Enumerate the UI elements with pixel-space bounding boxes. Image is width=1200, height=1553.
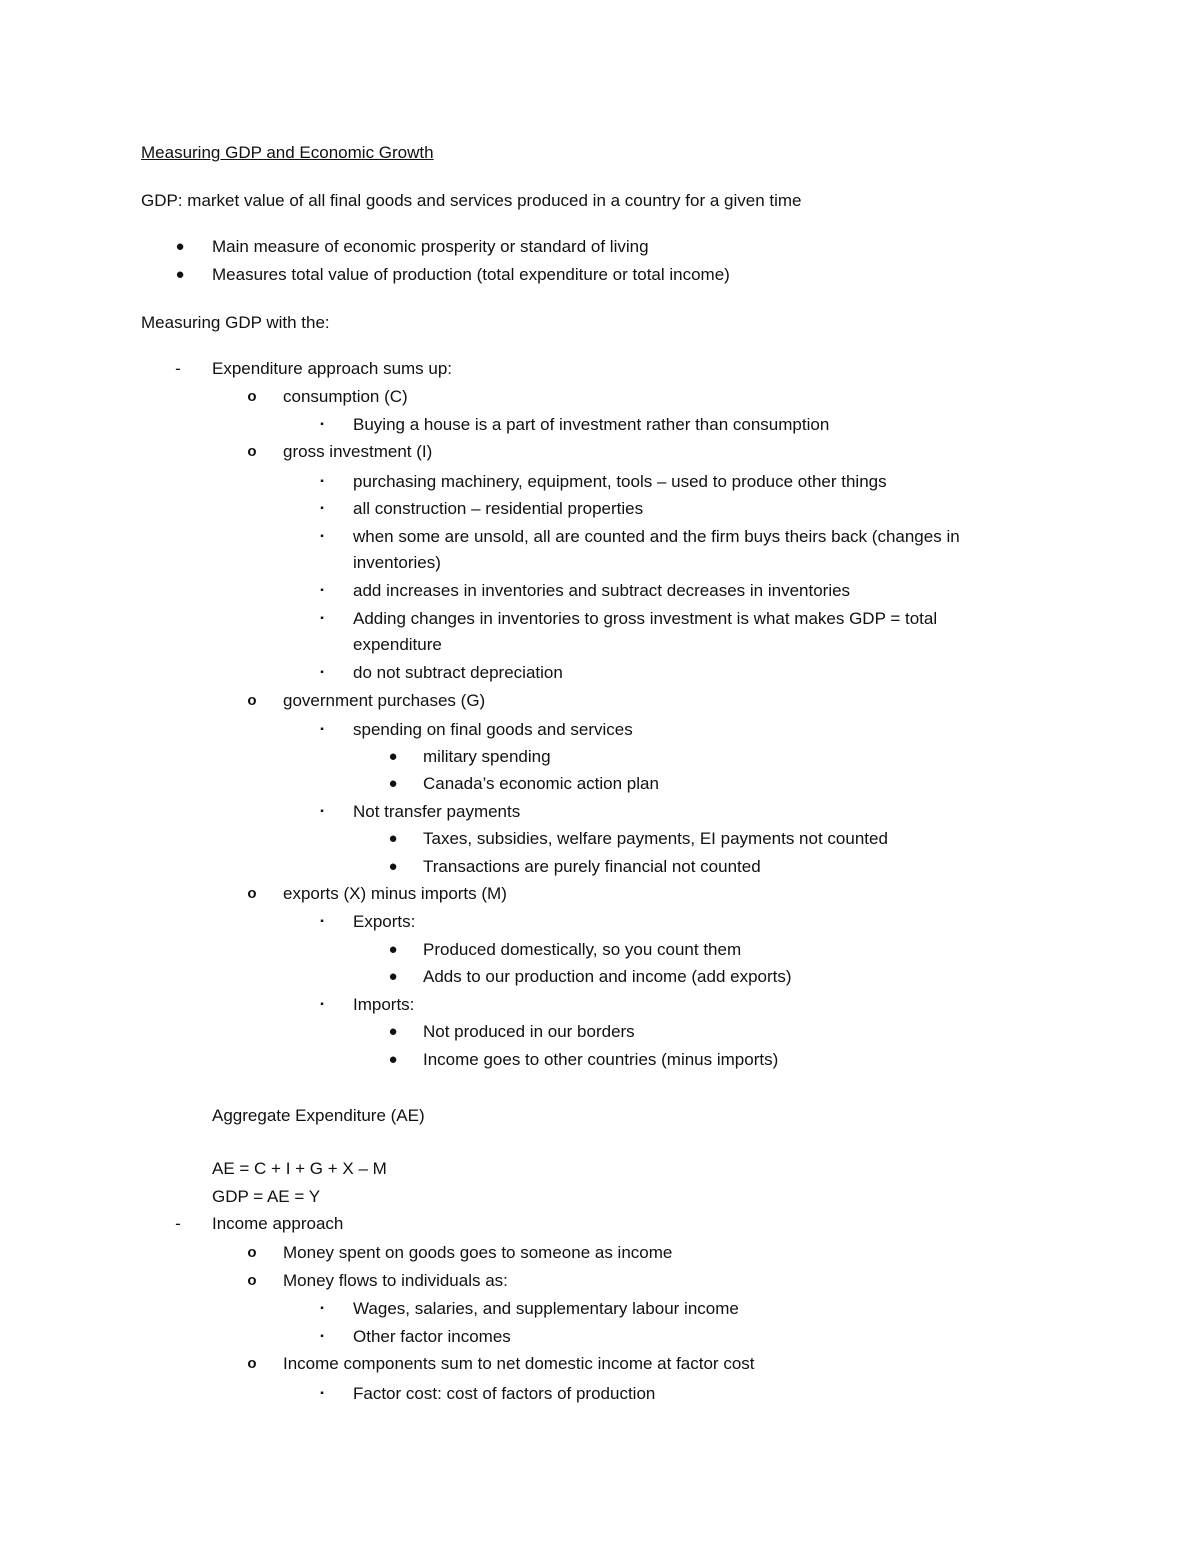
bullet-square-icon: ▪ [320,613,324,624]
bullet-circle-icon: o [247,443,257,460]
list-item-continued: expenditure [353,635,442,654]
bullet-circle-icon: o [247,1355,257,1372]
list-item: Main measure of economic prosperity or standard of living [212,237,649,256]
list-item: Not transfer payments [353,802,521,821]
list-item: consumption (C) [283,387,408,406]
bullet-square-icon: ▪ [320,724,324,735]
expenditure-heading: Expenditure approach sums up: [212,359,453,378]
bullet-square-icon: ▪ [320,476,324,487]
bullet-circle-icon: o [247,388,257,405]
list-item: do not subtract depreciation [353,663,563,682]
bullet-dot-icon: ● [388,968,398,985]
page-title: Measuring GDP and Economic Growth [141,143,434,162]
list-item: Transactions are purely financial not counted [423,857,761,876]
list-item: exports (X) minus imports (M) [283,884,507,903]
list-item: Measures total value of production (total expenditure or total income) [212,265,730,284]
list-item: Produced domestically, so you count them [423,940,742,959]
bullet-square-icon: ▪ [320,916,324,927]
list-item: spending on final goods and services [353,720,633,739]
list-item: Wages, salaries, and supplementary labour income [353,1299,739,1318]
gdp-definition: GDP: market value of all final goods and services produced in a country for a given time [141,191,802,210]
list-item: government purchases (G) [283,691,486,710]
list-item: Adding changes in inventories to gross investment is what makes GDP = total [353,609,938,628]
bullet-square-icon: ▪ [320,667,324,678]
section-heading: Measuring GDP with the: [141,313,330,332]
bullet-square-icon: ▪ [320,1303,324,1314]
bullet-dot-icon: ● [388,1051,398,1068]
list-item: Other factor incomes [353,1327,511,1346]
bullet-square-icon: ▪ [320,585,324,596]
bullet-dot-icon: ● [388,858,398,875]
ae-formula: AE = C + I + G + X – M [212,1159,387,1178]
bullet-square-icon: ▪ [320,503,324,514]
bullet-dot-icon: ● [175,238,185,255]
bullet-dot-icon: ● [388,748,398,765]
list-item: Adds to our production and income (add exports) [423,967,792,986]
bullet-square-icon: ▪ [320,1388,324,1399]
bullet-dot-icon: ● [388,775,398,792]
bullet-square-icon: ▪ [320,531,324,542]
list-item: Money spent on goods goes to someone as income [283,1243,673,1262]
list-item: military spending [423,747,551,766]
list-item: when some are unsold, all are counted and the firm buys theirs back (changes in [353,527,960,546]
bullet-dot-icon: ● [175,266,185,283]
list-item: Taxes, subsidies, welfare payments, EI payments not counted [423,829,888,848]
aggregate-heading: Aggregate Expenditure (AE) [212,1106,425,1125]
bullet-circle-icon: o [247,1272,257,1289]
bullet-circle-icon: o [247,885,257,902]
bullet-square-icon: ▪ [320,419,324,430]
list-item: Imports: [353,995,415,1014]
bullet-square-icon: ▪ [320,999,324,1010]
bullet-dash-icon: - [175,359,181,378]
list-item: Not produced in our borders [423,1022,635,1041]
bullet-circle-icon: o [247,1244,257,1261]
bullet-dash-icon: - [175,1214,181,1233]
list-item: Factor cost: cost of factors of production [353,1384,656,1403]
list-item: Income components sum to net domestic income at factor cost [283,1354,755,1373]
list-item: Canada’s economic action plan [423,774,659,793]
bullet-dot-icon: ● [388,1023,398,1040]
list-item: Exports: [353,912,416,931]
list-item: purchasing machinery, equipment, tools – used to produce other things [353,472,887,491]
list-item: add increases in inventories and subtract decreases in inventories [353,581,851,600]
list-item: all construction – residential properties [353,499,644,518]
list-item: Buying a house is a part of investment rather than consumption [353,415,830,434]
bullet-dot-icon: ● [388,941,398,958]
bullet-square-icon: ▪ [320,806,324,817]
list-item: gross investment (I) [283,442,433,461]
bullet-square-icon: ▪ [320,1331,324,1342]
income-heading: Income approach [212,1214,344,1233]
bullet-dot-icon: ● [388,830,398,847]
bullet-circle-icon: o [247,692,257,709]
gdp-formula: GDP = AE = Y [212,1187,321,1206]
list-item: Income goes to other countries (minus imports) [423,1050,779,1069]
list-item-continued: inventories) [353,553,441,572]
list-item: Money flows to individuals as: [283,1271,508,1290]
